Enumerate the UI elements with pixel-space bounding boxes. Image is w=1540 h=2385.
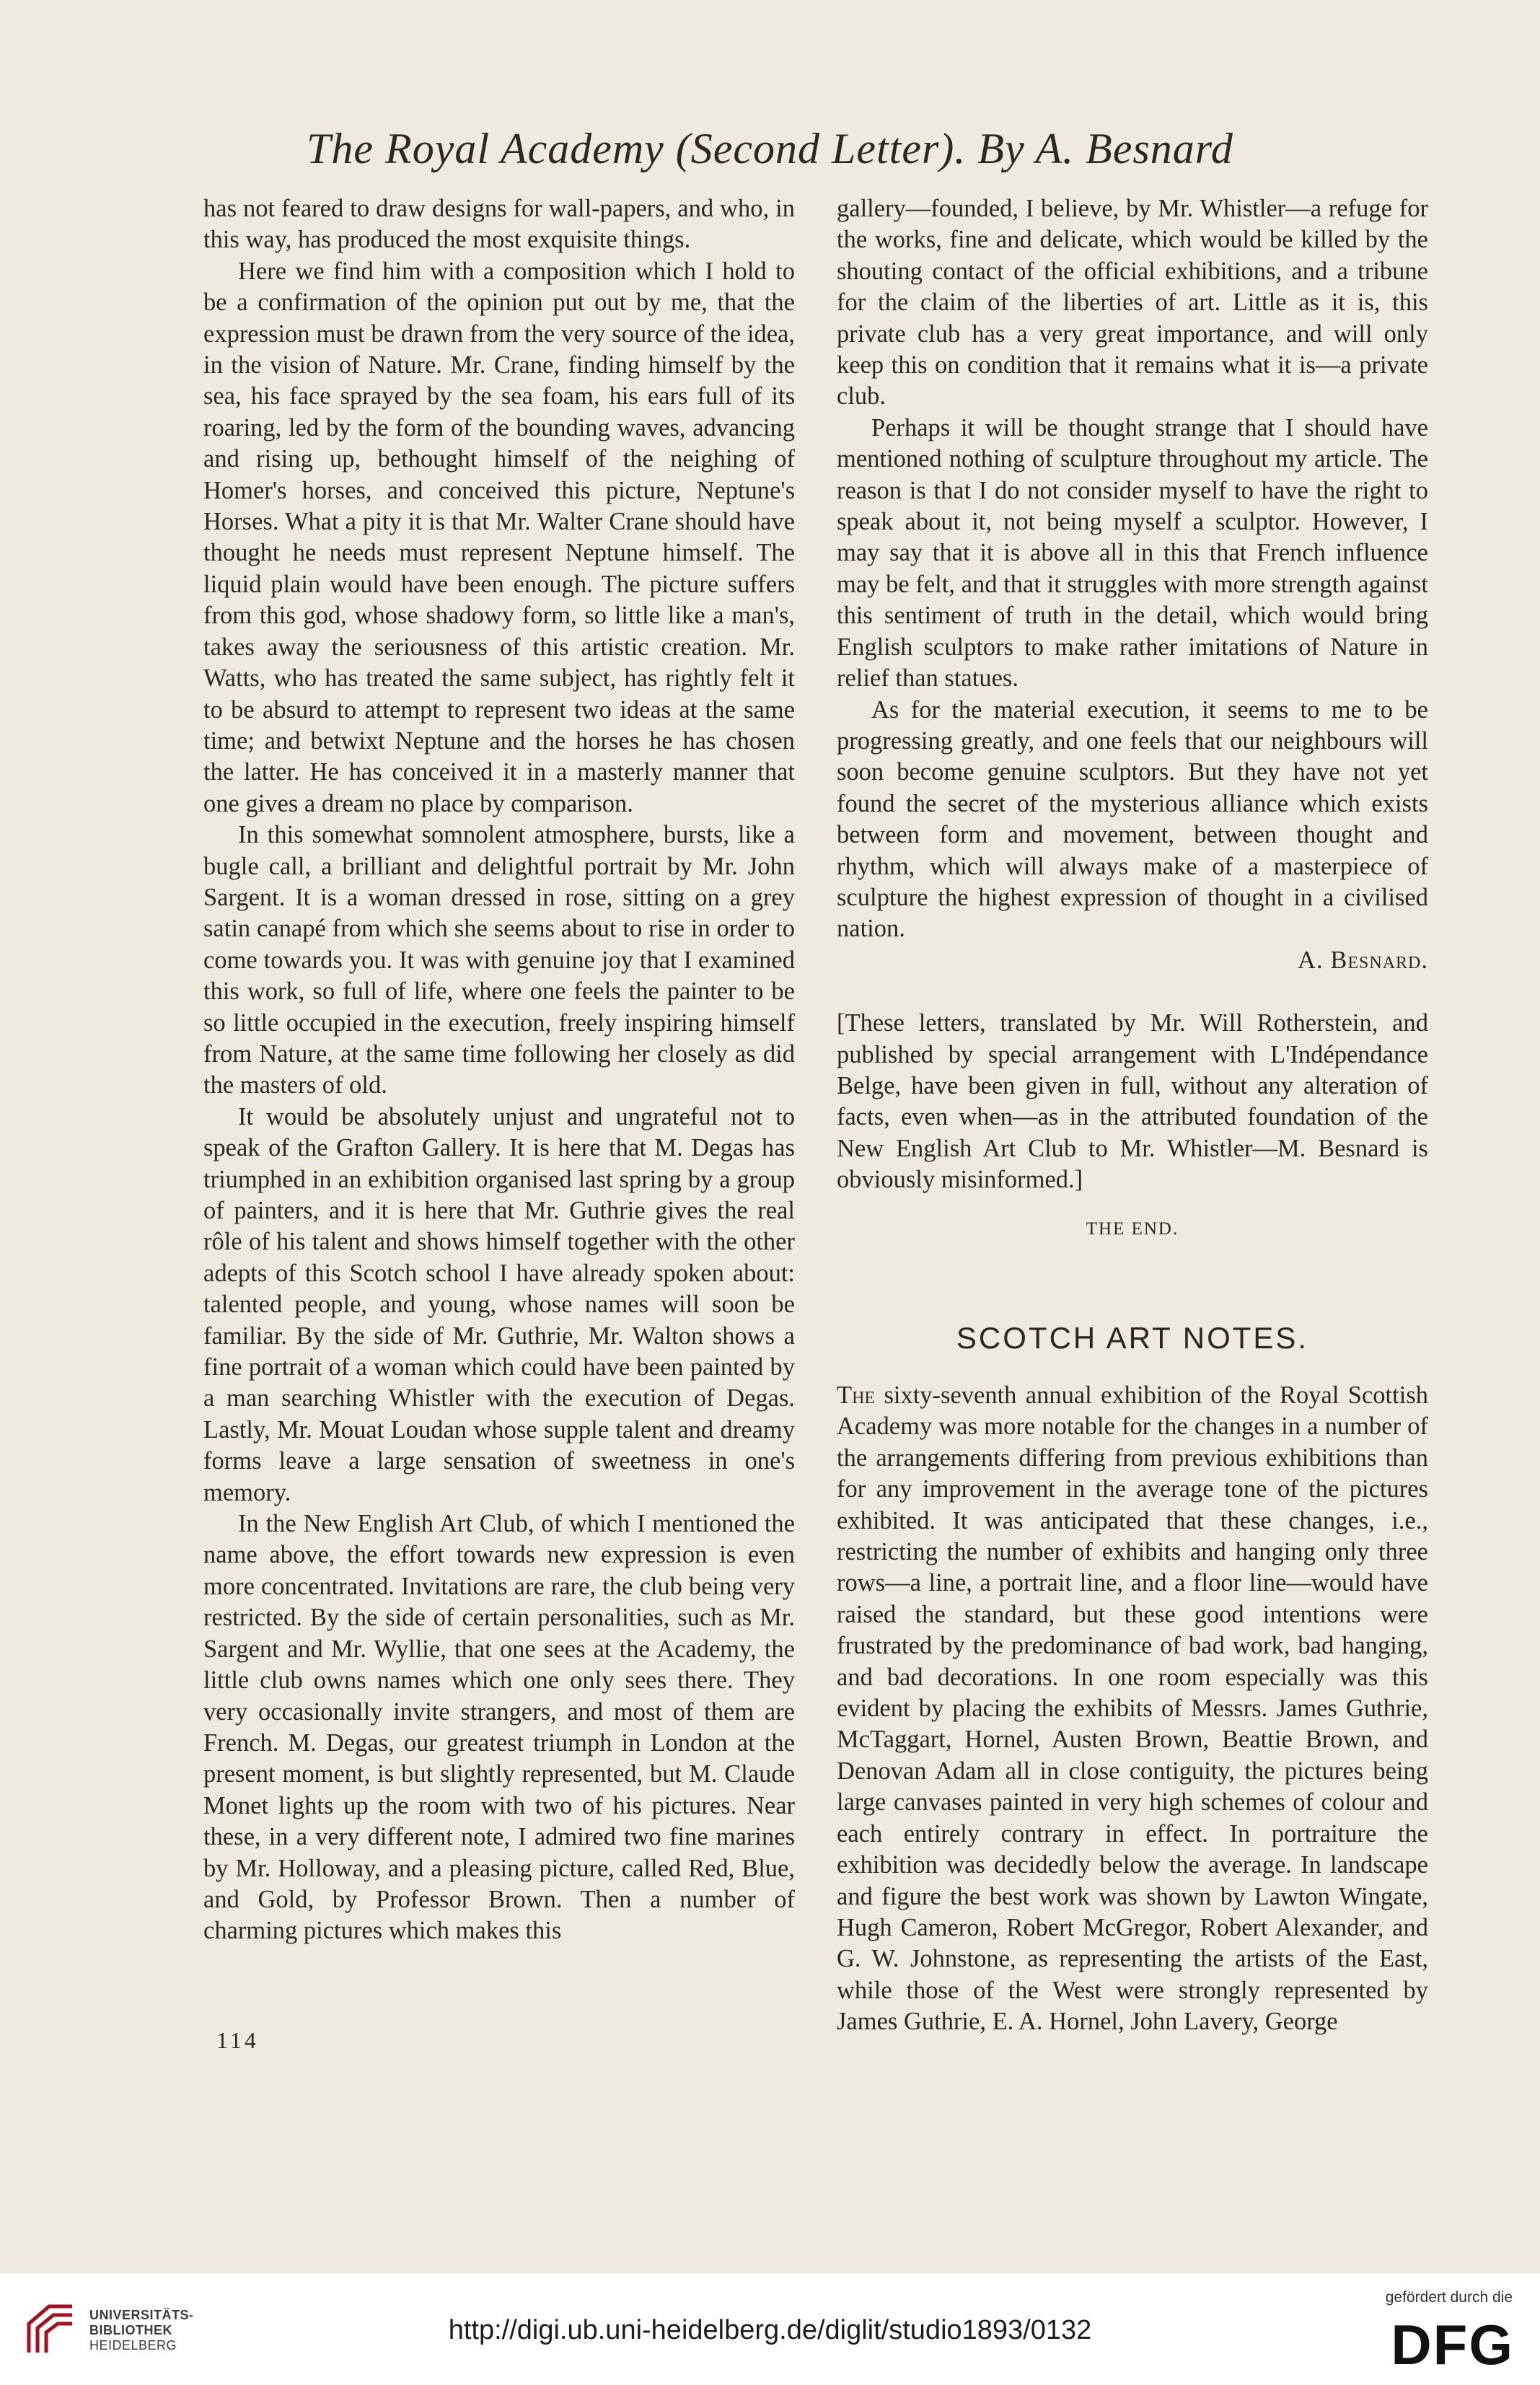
right-paragraph: Perhaps it will be thought strange that I should have mentioned nothing of sculpture throughout my article. The reason is that I do not consider myself to have the right to speak about it, not being myself a sculptor. However, I may say that it is above all in this that French influence may be felt, and that it struggles with more strength against this sentiment of truth in the detail, which would bring English sculptors to make rather imitations of Nature in relief than statues.: [837, 413, 1428, 693]
library-name: UNIVERSITÄTS- BIBLIOTHEK HEIDELBERG: [89, 2308, 194, 2353]
dfg-caption: gefördert durch die: [1385, 2289, 1513, 2306]
left-column: [203, 193, 795, 1947]
left-paragraph: In this somewhat somnolent atmosphere, bursts, like a bugle call, a brilliant and delightful portrait by Mr. John Sargent. It is a woman dressed in rose, sitting on a grey satin canapé from which she seems about to rise in order to come towards you. It was with genuine joy that I examined this work, so full of life, where one feels the painter to be so little occupied in the execution, freely inspiring himself from Nature, at the same time following her closely as did the masters of old.: [203, 821, 795, 1099]
the-end-marker: THE END.: [1086, 1218, 1179, 1239]
source-url-link[interactable]: http://digi.ub.uni-heidelberg.de/diglit/studio1893/0132: [448, 2315, 1092, 2345]
right-paragraph: gallery—founded, I believe, by Mr. Whistler—a refuge for the works, fine and delicate, which would be killed by the shouting contact of the official exhibitions, and a tribune for the claim of the liberties of art. Little as it is, this private club has a very great importance, and will only keep this on condition that it remains what it is—a private club.: [837, 195, 1428, 410]
translator-note: [These letters, translated by Mr. Will Rotherstein, and published by special arrangement with L'Indépendance Belge, have been given in full, without any alteration of facts, even when—as in the attributed foundation of the New English Art Club to Mr. Whistler—M. Besnard is obviously misinformed.]: [837, 1009, 1428, 1194]
left-paragraph: Here we find him with a composition which I hold to be a confirmation of the opinion put out by me, that the expression must be drawn from the very source of the idea, in the vision of Nature. Mr. Crane, finding himself by the sea, his face sprayed by the sea foam, his ears full of its roaring, led by the form of the bounding waves, advancing and rising up, bethought himself of the neighing of Homer's horses, and conceived this picture, Neptune's Horses. What a pity it is that Mr. Walter Crane should have thought he needs must represent Neptune himself. The liquid plain would have been enough. The picture suffers from this god, whose shadowy form, so little like a man's, takes away the seriousness of this artistic creation. Mr. Watts, who has treated the same subject, has rightly felt it to be absurd to attempt to represent two ideas at the same time; and betwixt Neptune and the horses he has chosen the latter. He has conceived it in a masterly manner that one gives a dream no place by comparison.: [203, 257, 795, 817]
left-paragraph: has not feared to draw designs for wall-papers, and who, in this way, has produced the most exquisite things.: [203, 195, 795, 254]
page-number: 114: [216, 2027, 259, 2053]
right-column: [837, 193, 1428, 2038]
dfg-logo: DFG: [1391, 2313, 1514, 2376]
right-paragraph: As for the material execution, it seems to me to be progressing greatly, and one feels that our neighbours will soon become genuine sculptors. But they have not yet found the secret of the mysterious alliance which exists between form and movement, between thought and rhythm, which will always make of a masterpiece of sculpture the highest expression of thought in a civilised nation.: [837, 695, 1428, 943]
left-paragraph: In the New English Art Club, of which I mentioned the name above, the effort towards new expression is even more concentrated. Invitations are rare, the club being very restricted. By the side of certain personalities, such as Mr. Sargent and Mr. Wyllie, that one sees at the Academy, the little club owns names which one only sees there. They very occasionally invite strangers, and most of them are French. M. Degas, our greatest triumph in London at the present moment, is but slightly represented, but M. Claude Monet lights up the room with two of his pictures. Near these, in a very different note, I admired two fine marines by Mr. Holloway, and a pleasing picture, called Red, Blue, and Gold, by Professor Brown. Then a number of charming pictures which makes this: [203, 1510, 795, 1945]
section-body: sixty-seventh annual exhibition of the Royal Scottish Academy was more notable for the changes in a number of the arrangements differing from previous exhibitions than for any improvement in the average tone of the pictures exhibited. It was anticipated that these changes, i.e., restricting the number of exhibits and hanging only three rows—a line, a portrait line, and a floor line—would have raised the standard, but these good intentions were frustrated by the predominance of bad work, bad hanging, and bad decorations. In one room especially was this evident by placing the exhibits of Messrs. James Guthrie, McTaggart, Hornel, Austen Brown, Beattie Brown, and Denovan Adam all in close contiguity, the pictures being large canvases painted in very high schemes of colour and each entirely contrary in effect. In portraiture the exhibition was decidedly below the average. In landscape and figure the best work was shown by Lawton Wingate, Hugh Cameron, Robert McGregor, Robert Alexander, and G. W. Johnstone, as representing the artists of the East, while those of the West were strongly represented by James Guthrie, E. A. Hornel, John Lavery, George: [837, 1382, 1428, 2036]
section-paragraph: [837, 1380, 1428, 2038]
section-lead-word: The: [837, 1382, 876, 1409]
left-paragraph: It would be absolutely unjust and ungrateful not to speak of the Grafton Gallery. It is here that M. Degas has triumphed in an exhibition organised last spring by a group of painters, and it is here that Mr. Guthrie gives the real rôle of his talent and shows himself together with the other adepts of this Scotch school I have already spoken about: talented people, and young, whose names will soon be familiar. By the side of Mr. Guthrie, Mr. Walton shows a fine portrait of a woman which could have been painted by a man searching Whistler with the execution of Degas. Lastly, Mr. Mouat Loudan whose supple talent and dreamy forms leave a large sensation of sweetness in one's memory.: [203, 1102, 795, 1506]
author-signature: A. Besnard.: [1298, 946, 1428, 974]
section-title: SCOTCH ART NOTES.: [956, 1321, 1309, 1355]
digitization-footer: [0, 2272, 1540, 2385]
running-head: The Royal Academy (Second Letter). By A. Besnard: [307, 125, 1233, 172]
